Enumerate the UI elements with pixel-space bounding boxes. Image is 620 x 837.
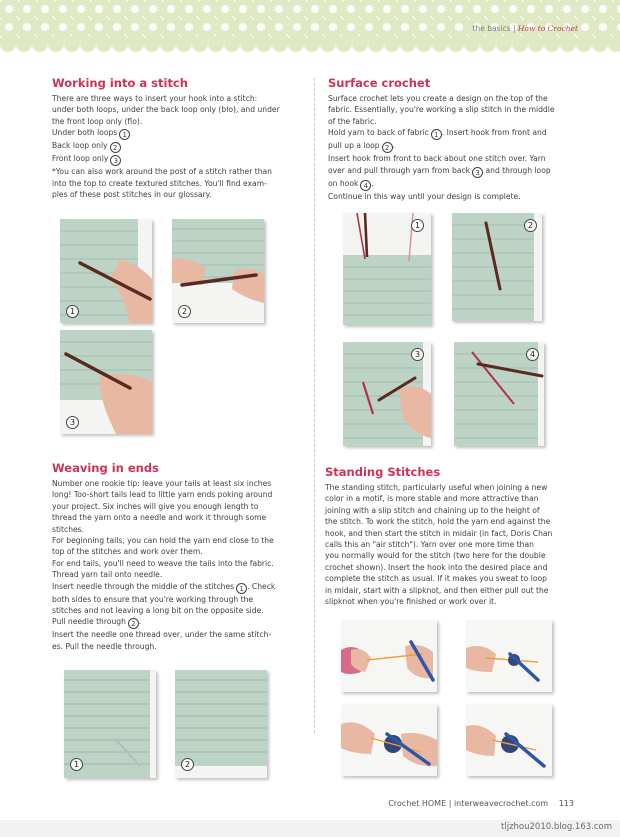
text-line: slipknot when you're finished or work over it.: [325, 597, 497, 607]
photo-standing-step-4: [466, 704, 552, 776]
lace-scallop: [400, 36, 416, 52]
lace-scallop: [592, 36, 608, 52]
photo-step-badge: 1: [66, 305, 79, 318]
text-line-pull-loop: pull up a loop 2 .: [328, 141, 396, 153]
lace-scallop: [96, 36, 112, 52]
note-line: *You can also work around the post of a stitch rather than: [52, 167, 272, 177]
page-number: 113: [558, 799, 574, 808]
heading-surface-crochet: Surface crochet: [328, 76, 431, 90]
option-front-loop-only: Front loop only 3: [52, 153, 300, 166]
text-line: hook, and then start the stitch in midair (in fact, Doris Chan: [325, 528, 553, 538]
photo-surface-step-1: [343, 213, 431, 325]
lace-scallop: [512, 36, 528, 52]
text-line-pull-needle: Pull needle through 2 .: [52, 617, 142, 629]
photo-back-loop-only: [172, 219, 264, 323]
text-line: calls this an "air stitch"). Yarn over one more time than: [325, 540, 534, 550]
photo-standing-step-1: [341, 620, 437, 692]
lace-scallop: [128, 36, 144, 52]
photo-front-loop-only: [60, 330, 152, 434]
photo-under-both-loops: [60, 219, 152, 323]
text-line: complete the stitch as usual. If it makes you sweat to loop: [325, 574, 547, 584]
step-number: 1: [431, 129, 442, 140]
text-line: fabric. Essentially, you're working a slip stitch in the middle: [328, 105, 555, 115]
text-line: both sides to ensure that you're working through the: [52, 594, 254, 604]
lace-scallop: [560, 36, 576, 52]
heading-weaving-in-ends: Weaving in ends: [52, 461, 159, 475]
lace-scallop: [528, 36, 544, 52]
text-line: For beginning tails, you can hold the yarn end close to the: [52, 536, 274, 546]
lace-scallop: [352, 36, 368, 52]
text-line-insert-needle: Insert needle through the middle of the stitches 1 . Check: [52, 581, 276, 593]
footer-separator: |: [448, 799, 452, 808]
lace-scallop: [224, 36, 240, 52]
lace-scallop: [544, 36, 560, 52]
photo-weaving-step-1: [64, 670, 156, 778]
photo-weaving-step-2: [175, 670, 267, 778]
text-line: long! Too-short tails lead to little yarn ends poking around: [52, 490, 273, 500]
photo-step-badge: 2: [178, 305, 191, 318]
photo-surface-step-4: [454, 342, 544, 446]
lace-scallop: [256, 36, 272, 52]
lace-scallop: [416, 36, 432, 52]
text-line: your project. Six inches will give you enough length to: [52, 501, 259, 511]
text-line: of the fabric.: [328, 116, 377, 126]
lace-scallop: [176, 36, 192, 52]
text-line-hold-yarn: Hold yarn to back of fabric 1 . Insert hook from front and: [328, 128, 547, 140]
text-line: the stitch. To work the stitch, hold the yarn end against the: [325, 517, 551, 527]
photo-step-badge: 2: [524, 219, 537, 232]
footer-magazine: Crochet HOME: [388, 799, 447, 808]
lace-scallop: [288, 36, 304, 52]
photo-surface-step-3: [343, 342, 431, 446]
lace-scallop: [0, 36, 16, 52]
text-line: joining with a slip stitch and chaining up to the height of: [325, 505, 540, 515]
text-line: There are three ways to insert your hook into a stitch:: [52, 94, 258, 103]
text-line: you normally would for the stitch (two here for the double: [325, 551, 546, 561]
step-number: 1: [119, 129, 130, 140]
running-head: [473, 24, 579, 33]
text-line: stitches and not leaving a long bit on the opposite side.: [52, 606, 264, 616]
option-under-both-loops: Under both loops 1: [52, 127, 300, 140]
photo-step-badge: 1: [70, 758, 83, 771]
lace-scallop: [32, 36, 48, 52]
lace-scallop: [464, 36, 480, 52]
lace-scallop: [448, 36, 464, 52]
watermark-text: tljzhou2010.blog.163.com: [501, 822, 612, 832]
photo-step-badge: 4: [526, 348, 539, 361]
text-line: Surface crochet lets you create a design on the top of the: [328, 94, 548, 103]
section-working-into-stitch: [52, 76, 300, 200]
option-back-loop-only: Back loop only 2: [52, 140, 300, 153]
page-footer: [388, 799, 574, 808]
watermark-bar: [0, 820, 620, 837]
lace-scallop: [480, 36, 496, 52]
heading-standing-stitches: Standing Stitches: [325, 465, 441, 479]
lace-scallop: [192, 36, 208, 52]
lace-scallop: [16, 36, 32, 52]
text-line: Number one rookie tip: leave your tails at least six inches: [52, 479, 272, 488]
lace-scallop: [64, 36, 80, 52]
text-line-on-hook: on hook 4 .: [328, 178, 374, 190]
lace-scallop: [80, 36, 96, 52]
text-line: under both loops, under the back loop only (blo), and under: [52, 105, 280, 115]
text-line: The standing stitch, particularly useful when joining a new: [325, 483, 548, 492]
text-line: Insert the needle one thread over, under the same stitch-: [52, 630, 272, 640]
lace-scallop: [368, 36, 384, 52]
lace-scallop: [48, 36, 64, 52]
photo-step-badge: 1: [411, 219, 424, 232]
text-line: in midair, start with a slipknot, and then either pull out the: [325, 585, 549, 595]
running-head-chapter: How to Crochet: [517, 24, 578, 33]
step-number: 2: [110, 142, 121, 153]
lace-scallop: [320, 36, 336, 52]
photo-step-badge: 3: [411, 348, 424, 361]
section-standing-stitches: [325, 465, 573, 607]
text-line: Insert hook from front to back about one stitch over. Yarn: [328, 154, 546, 164]
step-number: 4: [360, 180, 371, 191]
photo-standing-step-3: [341, 704, 437, 776]
footer-site: interweavecrochet.com: [453, 799, 549, 808]
lace-scallop: [112, 36, 128, 52]
text-line: the front loop only (flo).: [52, 116, 143, 126]
section-weaving-in-ends: [52, 461, 300, 652]
lace-scallop: [272, 36, 288, 52]
lace-scallop: [384, 36, 400, 52]
column-divider: [314, 78, 315, 733]
text-line: stitches.: [52, 524, 85, 534]
step-number: 1: [236, 583, 247, 594]
section-surface-crochet: [328, 76, 576, 202]
text-line: top of the stitches and work over them.: [52, 547, 203, 557]
lace-scallop: [336, 36, 352, 52]
text-line: thread the yarn onto a needle and work it through some: [52, 513, 267, 523]
step-number: 2: [382, 142, 393, 153]
note-line: ples of these post stitches in our glossary.: [52, 190, 212, 200]
photo-surface-step-2: [452, 213, 542, 321]
lace-scallop: [160, 36, 176, 52]
note-line: into the top to create textured stitches. You'll find exam-: [52, 178, 267, 188]
step-number: 2: [128, 618, 139, 629]
lace-scallop: [240, 36, 256, 52]
text-line-yarn-from-back: over and pull through yarn from back 3 and through loop: [328, 165, 551, 177]
text-line: es. Pull the needle through.: [52, 641, 157, 651]
lace-scallop: [144, 36, 160, 52]
heading-working-into-stitch: Working into a stitch: [52, 76, 188, 90]
step-number: 3: [472, 167, 483, 178]
running-head-section: the basics: [472, 24, 511, 33]
lace-scallop: [432, 36, 448, 52]
lace-scallop: [496, 36, 512, 52]
text-line: color in a motif, is more stable and more attractive than: [325, 494, 539, 504]
lace-scallop: [576, 36, 592, 52]
text-line: crochet shown). Insert the hook into the desired place and: [325, 562, 548, 572]
photo-step-badge: 3: [66, 416, 79, 429]
text-line: Thread yarn tail onto needle.: [52, 570, 163, 580]
text-line: For end tails, you'll need to weave the tails into the fabric.: [52, 558, 274, 568]
lace-scallop: [304, 36, 320, 52]
lace-scallop: [208, 36, 224, 52]
photo-step-badge: 2: [181, 758, 194, 771]
text-line: Continue in this way until your design is complete.: [328, 191, 521, 201]
photo-standing-step-2: [466, 620, 552, 692]
step-number: 3: [110, 155, 121, 166]
running-head-separator: |: [512, 24, 516, 33]
